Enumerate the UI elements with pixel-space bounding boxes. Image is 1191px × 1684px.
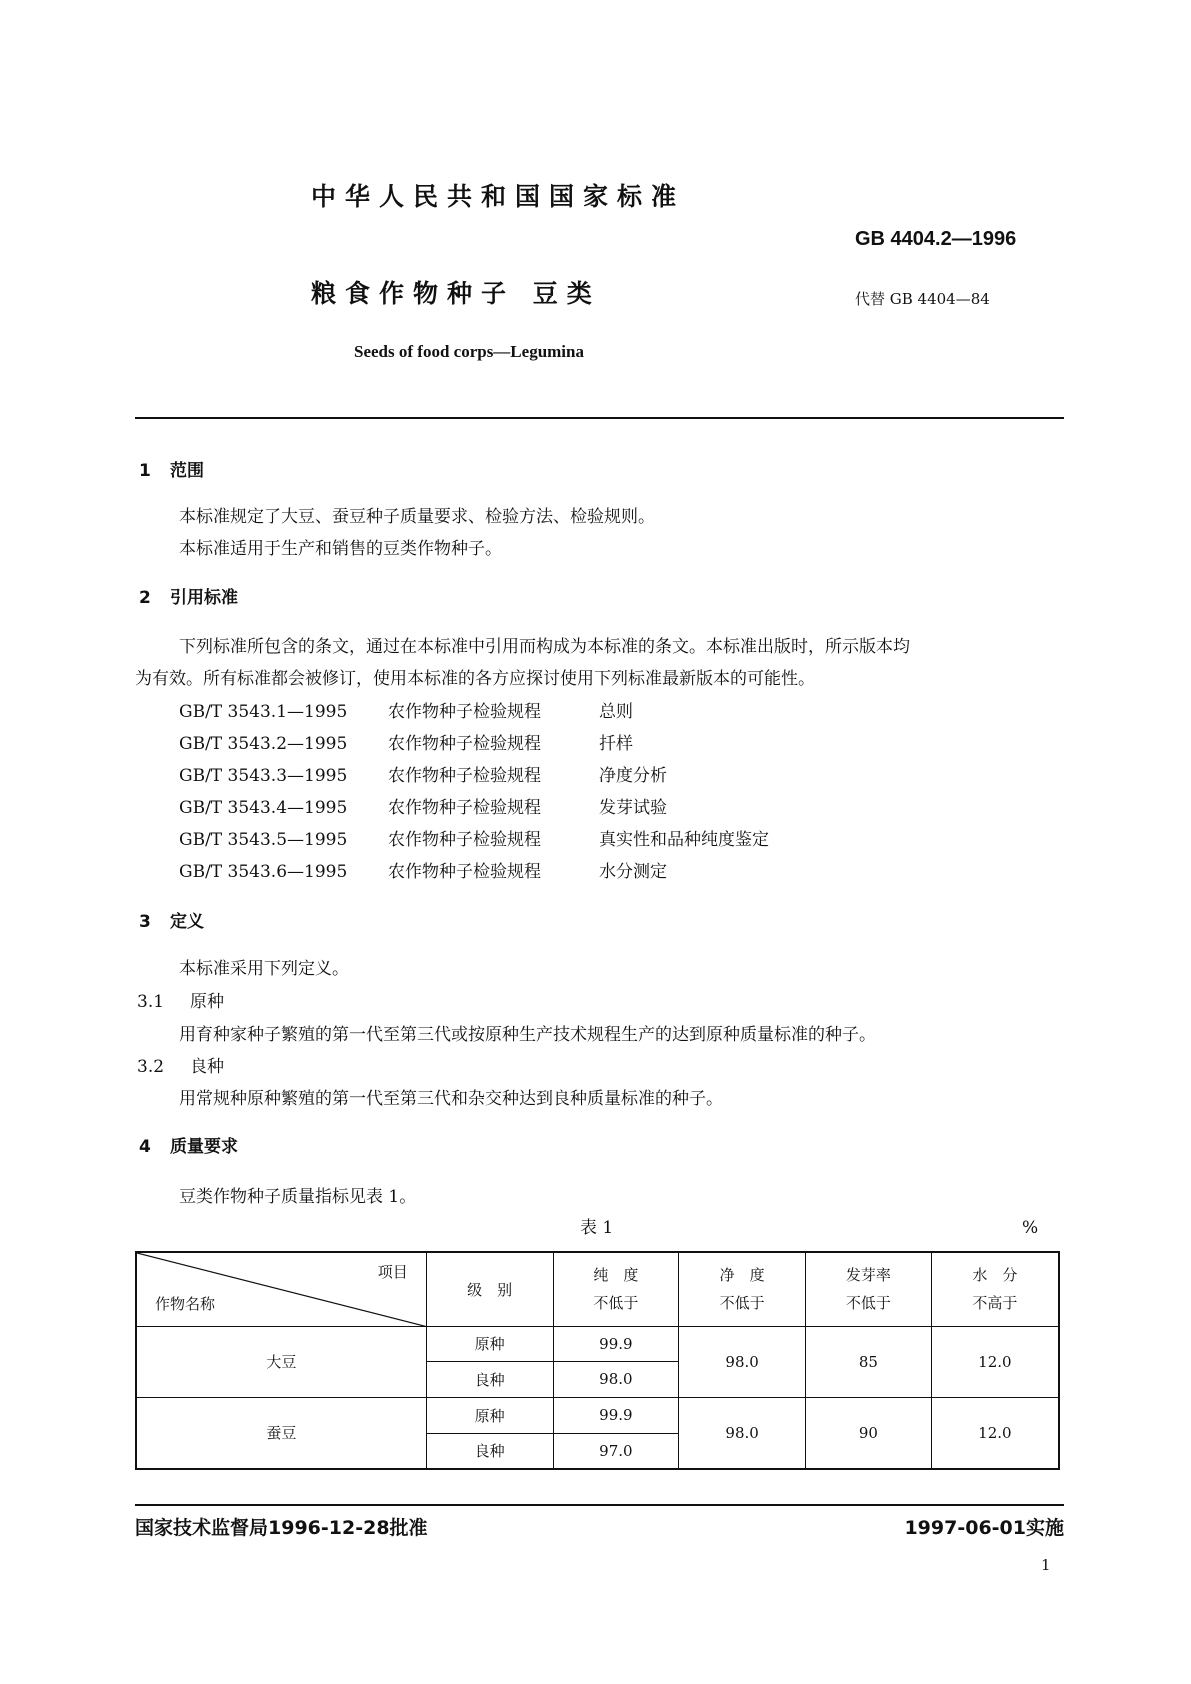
reference-code: GB/T 3543.5—1995: [179, 830, 348, 850]
germination-cell: 90: [806, 1397, 932, 1469]
reference-name: 农作物种子检验规程: [388, 734, 541, 754]
header-cleanness: 净 度 不低于: [679, 1252, 806, 1326]
crop-cell: 蚕豆: [136, 1397, 426, 1469]
section-1-title: 范围: [170, 461, 204, 481]
corner-top-label: 项目: [377, 1263, 408, 1281]
cleanness-cell: 98.0: [679, 1326, 806, 1397]
section-3-title: 定义: [170, 912, 204, 932]
quality-table: [135, 1251, 1060, 1470]
reference-name: 农作物种子检验规程: [388, 862, 541, 882]
paragraph: 下列标准所包含的条文，通过在本标准中引用而构成为本标准的条文。本标准出版时，所示版本均: [179, 637, 910, 657]
reference-code: GB/T 3543.1—1995: [179, 702, 348, 722]
table-row: [136, 1397, 1059, 1433]
header-grade: 级 别: [426, 1252, 553, 1326]
reference-part: 扦样: [599, 734, 633, 754]
purity-cell: 98.0: [553, 1361, 679, 1397]
germination-cell: 85: [806, 1326, 932, 1397]
footer-rule: [135, 1504, 1064, 1506]
reference-part: 真实性和品种纯度鉴定: [599, 830, 769, 850]
definition-term: 原种: [190, 992, 224, 1012]
effective-date: 1997-06-01实施: [904, 1517, 1064, 1539]
moisture-cell: 12.0: [931, 1397, 1059, 1469]
reference-code: GB/T 3543.6—1995: [179, 862, 348, 882]
reference-part: 发芽试验: [599, 798, 667, 818]
section-1-number: 1: [139, 461, 151, 481]
reference-part: 净度分析: [599, 766, 667, 786]
cleanness-cell: 98.0: [679, 1397, 806, 1469]
table-row: [136, 1326, 1059, 1361]
reference-code: GB/T 3543.4—1995: [179, 798, 348, 818]
corner-header-cell: [136, 1252, 426, 1326]
paragraph: 为有效。所有标准都会被修订，使用本标准的各方应探讨使用下列标准最新版本的可能性。: [135, 669, 815, 689]
reference-code: GB/T 3543.3—1995: [179, 766, 348, 786]
section-3-number: 3: [139, 912, 151, 932]
grade-cell: 良种: [426, 1361, 553, 1397]
header-purity: 纯 度 不低于: [553, 1252, 679, 1326]
reference-name: 农作物种子检验规程: [388, 798, 541, 818]
document-title: 粮食作物种子 豆类: [311, 279, 601, 308]
definition-text: 用育种家种子繁殖的第一代至第三代或按原种生产技术规程生产的达到原种质量标准的种子。: [179, 1025, 876, 1045]
definition-number: 3.1: [137, 992, 165, 1012]
page-number: 1: [1041, 1556, 1051, 1574]
definition-term: 良种: [190, 1057, 224, 1077]
reference-name: 农作物种子检验规程: [388, 830, 541, 850]
header-germination: 发芽率 不低于: [806, 1252, 932, 1326]
grade-cell: 良种: [426, 1433, 553, 1469]
standard-number: GB 4404.2—1996: [855, 228, 1017, 250]
section-2-title: 引用标准: [170, 588, 238, 608]
header-rule: [135, 417, 1064, 419]
paragraph: 豆类作物种子质量指标见表 1。: [179, 1187, 417, 1207]
paragraph: 本标准采用下列定义。: [179, 959, 349, 979]
corner-bottom-label: 作物名称: [155, 1294, 216, 1313]
replaces-note: 代替 GB 4404—84: [855, 290, 990, 308]
section-2-number: 2: [139, 588, 151, 608]
reference-name: 农作物种子检验规程: [388, 766, 541, 786]
purity-cell: 97.0: [553, 1433, 679, 1469]
purity-cell: 99.9: [553, 1397, 679, 1433]
table-caption: 表 1: [580, 1218, 614, 1238]
definition-text: 用常规种原种繁殖的第一代至第三代和杂交种达到良种质量标准的种子。: [179, 1089, 723, 1109]
reference-part: 总则: [599, 702, 633, 722]
reference-part: 水分测定: [599, 862, 667, 882]
grade-cell: 原种: [426, 1397, 553, 1433]
approval-line: 国家技术监督局1996-12-28批准: [135, 1517, 428, 1539]
moisture-cell: 12.0: [931, 1326, 1059, 1397]
section-4-title: 质量要求: [170, 1137, 238, 1157]
grade-cell: 原种: [426, 1326, 553, 1361]
section-4-number: 4: [139, 1137, 151, 1157]
header-moisture: 水 分 不高于: [931, 1252, 1059, 1326]
reference-name: 农作物种子检验规程: [388, 702, 541, 722]
country-standard-heading: 中华人民共和国国家标准: [311, 182, 686, 211]
paragraph: 本标准规定了大豆、蚕豆种子质量要求、检验方法、检验规则。: [179, 507, 655, 527]
definition-number: 3.2: [137, 1057, 165, 1077]
table-unit: %: [1022, 1218, 1039, 1238]
paragraph: 本标准适用于生产和销售的豆类作物种子。: [179, 539, 502, 559]
english-title: Seeds of food corps—Legumina: [354, 342, 584, 361]
reference-code: GB/T 3543.2—1995: [179, 734, 348, 754]
crop-cell: 大豆: [136, 1326, 426, 1397]
purity-cell: 99.9: [553, 1326, 679, 1361]
